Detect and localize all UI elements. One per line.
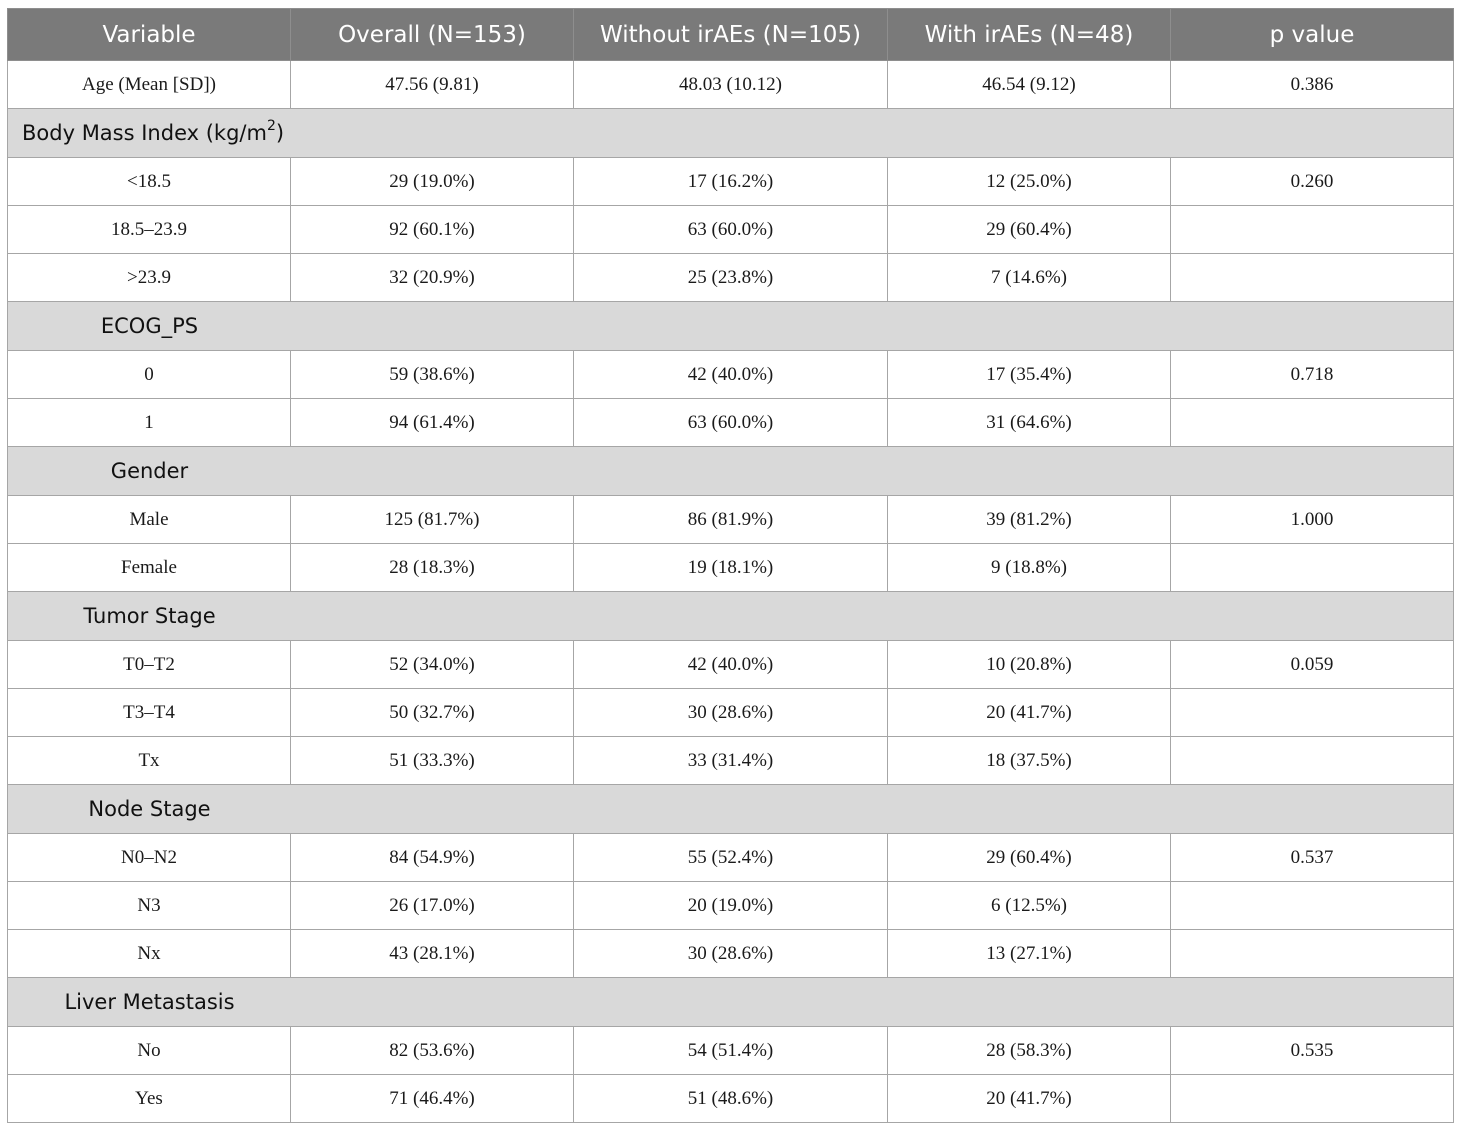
cell-overall: 125 (81.7%) — [291, 496, 574, 544]
header-variable: Variable — [8, 9, 291, 61]
table-header — [8, 9, 1454, 61]
cell-variable: No — [8, 1027, 291, 1075]
table-row — [8, 882, 1454, 930]
cell-variable: Tx — [8, 737, 291, 785]
section-row — [8, 785, 1454, 834]
cell-p-value — [1171, 689, 1454, 737]
cell-p-value — [1171, 1075, 1454, 1123]
cell-overall: 59 (38.6%) — [291, 351, 574, 399]
cell-without-iraes: 19 (18.1%) — [574, 544, 888, 592]
section-row — [8, 592, 1454, 641]
cell-without-iraes: 20 (19.0%) — [574, 882, 888, 930]
cell-p-value — [1171, 399, 1454, 447]
cell-overall: 32 (20.9%) — [291, 254, 574, 302]
table-row — [8, 206, 1454, 254]
cell-variable: T0–T2 — [8, 641, 291, 689]
cell-without-iraes: 48.03 (10.12) — [574, 61, 888, 109]
cell-overall: 29 (19.0%) — [291, 158, 574, 206]
cell-with-iraes: 20 (41.7%) — [888, 1075, 1171, 1123]
cell-p-value — [1171, 882, 1454, 930]
section-label-text: Body Mass Index (kg/m — [22, 121, 267, 145]
section-row — [8, 978, 1454, 1027]
cell-p-value — [1171, 206, 1454, 254]
cell-variable: <18.5 — [8, 158, 291, 206]
section-cell — [8, 447, 1454, 496]
cell-without-iraes: 54 (51.4%) — [574, 1027, 888, 1075]
table-row — [8, 351, 1454, 399]
cell-without-iraes: 25 (23.8%) — [574, 254, 888, 302]
cell-without-iraes: 30 (28.6%) — [574, 689, 888, 737]
section-label-text: Node Stage — [88, 797, 211, 821]
cell-p-value — [1171, 254, 1454, 302]
cell-with-iraes: 12 (25.0%) — [888, 158, 1171, 206]
cell-without-iraes: 42 (40.0%) — [574, 351, 888, 399]
baseline-characteristics-table — [7, 8, 1454, 1123]
section-label-superscript: 2 — [266, 118, 276, 134]
cell-overall: 50 (32.7%) — [291, 689, 574, 737]
cell-with-iraes: 31 (64.6%) — [888, 399, 1171, 447]
section-label — [8, 604, 291, 628]
cell-variable: N0–N2 — [8, 834, 291, 882]
cell-with-iraes: 17 (35.4%) — [888, 351, 1171, 399]
header-without-iraes: Without irAEs (N=105) — [574, 9, 888, 61]
cell-without-iraes: 86 (81.9%) — [574, 496, 888, 544]
cell-p-value — [1171, 544, 1454, 592]
cell-overall: 43 (28.1%) — [291, 930, 574, 978]
cell-with-iraes: 20 (41.7%) — [888, 689, 1171, 737]
cell-variable: Yes — [8, 1075, 291, 1123]
cell-variable: 1 — [8, 399, 291, 447]
cell-overall: 94 (61.4%) — [291, 399, 574, 447]
section-row — [8, 302, 1454, 351]
cell-overall: 92 (60.1%) — [291, 206, 574, 254]
cell-overall: 71 (46.4%) — [291, 1075, 574, 1123]
section-label — [8, 118, 285, 145]
cell-with-iraes: 18 (37.5%) — [888, 737, 1171, 785]
cell-with-iraes: 29 (60.4%) — [888, 206, 1171, 254]
section-label-text: Liver Metastasis — [64, 990, 235, 1014]
cell-variable: T3–T4 — [8, 689, 291, 737]
table-row — [8, 158, 1454, 206]
table-body — [8, 61, 1454, 1123]
section-label-text: ECOG_PS — [100, 314, 199, 338]
section-cell — [8, 109, 1454, 158]
section-label-end: ) — [275, 121, 285, 145]
cell-with-iraes: 10 (20.8%) — [888, 641, 1171, 689]
cell-without-iraes: 55 (52.4%) — [574, 834, 888, 882]
section-label — [8, 797, 291, 821]
cell-variable: 18.5–23.9 — [8, 206, 291, 254]
cell-p-value — [1171, 737, 1454, 785]
cell-overall: 51 (33.3%) — [291, 737, 574, 785]
table-row — [8, 254, 1454, 302]
cell-without-iraes: 63 (60.0%) — [574, 206, 888, 254]
cell-with-iraes: 29 (60.4%) — [888, 834, 1171, 882]
cell-overall: 82 (53.6%) — [291, 1027, 574, 1075]
section-cell — [8, 785, 1454, 834]
table-row — [8, 641, 1454, 689]
cell-without-iraes: 30 (28.6%) — [574, 930, 888, 978]
cell-with-iraes: 6 (12.5%) — [888, 882, 1171, 930]
table-row — [8, 834, 1454, 882]
table-row — [8, 399, 1454, 447]
section-cell — [8, 592, 1454, 641]
cell-p-value — [1171, 930, 1454, 978]
header-overall: Overall (N=153) — [291, 9, 574, 61]
table-row — [8, 544, 1454, 592]
cell-variable: N3 — [8, 882, 291, 930]
table-row — [8, 1027, 1454, 1075]
section-cell — [8, 978, 1454, 1027]
cell-p-value: 0.386 — [1171, 61, 1454, 109]
cell-variable: >23.9 — [8, 254, 291, 302]
baseline-characteristics-table-container — [7, 8, 1453, 1123]
table-row — [8, 689, 1454, 737]
header-row — [8, 9, 1454, 61]
table-row — [8, 61, 1454, 109]
table-row — [8, 1075, 1454, 1123]
section-row — [8, 109, 1454, 158]
cell-without-iraes: 51 (48.6%) — [574, 1075, 888, 1123]
section-cell — [8, 302, 1454, 351]
section-label-text: Tumor Stage — [83, 604, 216, 628]
cell-variable: Nx — [8, 930, 291, 978]
section-label-text: Gender — [110, 459, 189, 483]
cell-p-value: 0.260 — [1171, 158, 1454, 206]
cell-overall: 47.56 (9.81) — [291, 61, 574, 109]
table-row — [8, 496, 1454, 544]
cell-without-iraes: 33 (31.4%) — [574, 737, 888, 785]
cell-p-value: 0.718 — [1171, 351, 1454, 399]
cell-overall: 84 (54.9%) — [291, 834, 574, 882]
cell-overall: 52 (34.0%) — [291, 641, 574, 689]
cell-variable: Male — [8, 496, 291, 544]
section-label — [8, 314, 291, 338]
cell-with-iraes: 7 (14.6%) — [888, 254, 1171, 302]
cell-p-value: 0.535 — [1171, 1027, 1454, 1075]
cell-overall: 28 (18.3%) — [291, 544, 574, 592]
cell-variable: 0 — [8, 351, 291, 399]
section-row — [8, 447, 1454, 496]
header-with-iraes: With irAEs (N=48) — [888, 9, 1171, 61]
table-row — [8, 737, 1454, 785]
header-p-value: p value — [1171, 9, 1454, 61]
cell-p-value: 0.537 — [1171, 834, 1454, 882]
cell-with-iraes: 28 (58.3%) — [888, 1027, 1171, 1075]
cell-without-iraes: 42 (40.0%) — [574, 641, 888, 689]
cell-with-iraes: 13 (27.1%) — [888, 930, 1171, 978]
section-label — [8, 459, 291, 483]
cell-p-value: 1.000 — [1171, 496, 1454, 544]
cell-variable: Age (Mean [SD]) — [8, 61, 291, 109]
cell-with-iraes: 39 (81.2%) — [888, 496, 1171, 544]
cell-with-iraes: 46.54 (9.12) — [888, 61, 1171, 109]
table-row — [8, 930, 1454, 978]
section-label — [8, 990, 291, 1014]
cell-without-iraes: 63 (60.0%) — [574, 399, 888, 447]
cell-variable: Female — [8, 544, 291, 592]
cell-with-iraes: 9 (18.8%) — [888, 544, 1171, 592]
cell-overall: 26 (17.0%) — [291, 882, 574, 930]
cell-p-value: 0.059 — [1171, 641, 1454, 689]
cell-without-iraes: 17 (16.2%) — [574, 158, 888, 206]
